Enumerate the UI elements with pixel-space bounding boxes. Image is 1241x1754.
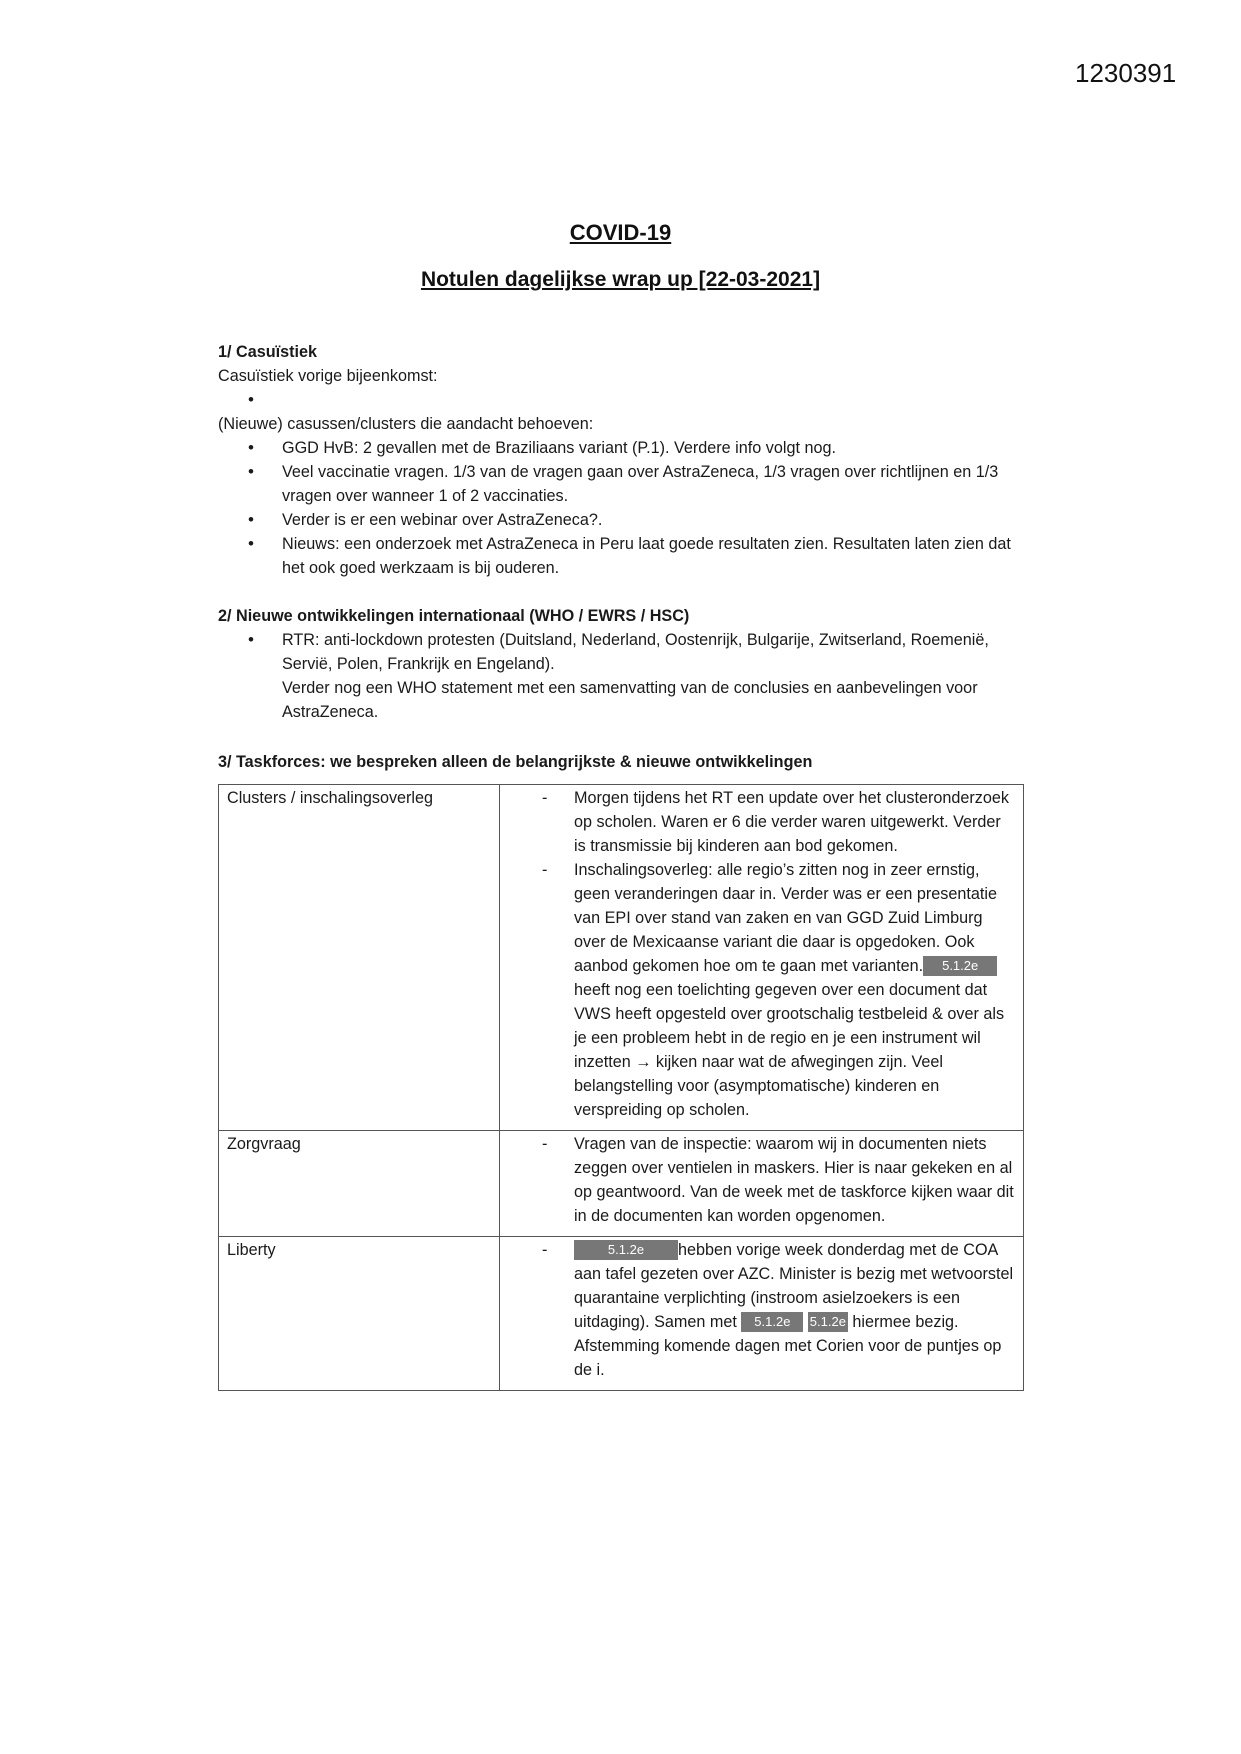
row-content — [500, 1237, 1024, 1391]
text-fragment: hebben vorige week donderdag met de COA aan tafel gezeten over AZC. Minister is bezig met wetvoorstel quarantaine verplichting (instroom asielzoekers is een uitdaging). Samen met — [574, 1241, 1014, 1331]
empty-bullet — [218, 388, 1024, 412]
document-title: COVID-19 — [569, 220, 672, 245]
text-fragment: hiermee bezig. Afstemming komende dagen met Corien voor de puntjes op de i. — [574, 1313, 1002, 1379]
row-label: Clusters / inschalingsoverleg — [219, 785, 500, 1131]
section1-heading: 1/ Casuïstiek — [218, 343, 317, 361]
row-content — [500, 1131, 1024, 1237]
dash-item: - Morgen tijdens het RT een update over het clusteronderzoek op scholen. Waren er 6 die verder waren uitgewerkt. Verder is transmissie bij kinderen aan bod gekomen. — [500, 786, 1015, 858]
redaction-block: 5.1.2e — [808, 1312, 848, 1332]
section1-new-label: (Nieuwe) casussen/clusters die aandacht behoeven: — [218, 415, 594, 433]
row-label: Zorgvraag — [219, 1131, 500, 1237]
dash-item: - Vragen van de inspectie: waarom wij in documenten niets zeggen over ventielen in maskers. Hier is naar gekeken en al op geantwoord. Van de week met de taskforce kijken waar dit in de documenten kan worden opgenomen. — [500, 1132, 1015, 1228]
redaction-block: 5.1.2e — [741, 1312, 803, 1332]
row-label: Liberty — [219, 1237, 500, 1391]
text-fragment: heeft nog een toelichting gegeven over een document dat VWS heeft opgesteld over grootschalig testbeleid & over als je een probleem hebt in de regio en je een instrument wil inzetten — [574, 981, 1005, 1071]
text-fragment: kijken naar wat de afwegingen zijn. Veel belangstelling voor (asymptomatische) kinderen en verspreiding op scholen. — [574, 1053, 943, 1119]
row-content — [500, 785, 1024, 1131]
table-row — [219, 785, 1024, 1131]
section2-heading: 2/ Nieuwe ontwikkelingen internationaal (WHO / EWRS / HSC) — [218, 607, 690, 625]
dash-item — [500, 858, 1015, 1122]
list-item: • Veel vaccinatie vragen. 1/3 van de vragen gaan over AstraZeneca, 1/3 vragen over richtlijnen en 1/3 vragen over wanneer 1 of 2 vaccinaties. — [218, 460, 1024, 508]
list-item: • RTR: anti-lockdown protesten (Duitsland, Nederland, Oostenrijk, Bulgarije, Zwitserland, Roemenië, Servië, Polen, Frankrijk en Engeland). — [218, 628, 1024, 676]
list-item: • Nieuws: een onderzoek met AstraZeneca in Peru laat goede resultaten zien. Resultaten laten zien dat het ook goed werkzaam is bij ouderen. — [218, 532, 1024, 580]
dash-item — [500, 1238, 1015, 1382]
section2-extra: Verder nog een WHO statement met een samenvatting van de conclusies en aanbevelingen voor AstraZeneca. — [282, 679, 978, 721]
taskforce-table — [218, 784, 1024, 1391]
arrow-right-icon: → — [635, 1053, 652, 1071]
redaction-block: 5.1.2e — [923, 956, 997, 976]
list-item: • Verder is er een webinar over AstraZeneca?. — [218, 508, 1024, 532]
section1-prev-label: Casuïstiek vorige bijeenkomst: — [218, 367, 438, 385]
section1-bullet-list — [218, 436, 1024, 580]
section3-heading: 3/ Taskforces: we bespreken alleen de belangrijkste & nieuwe ontwikkelingen — [218, 753, 813, 771]
text-fragment: Inschalingsoverleg: alle regio’s zitten nog in zeer ernstig, geen veranderingen daar in. Verder was er een presentatie van EPI over stand van zaken en van GGD Zuid Limburg over de Mexicaanse variant die daar is opgedoken. Ook aanbod gekomen hoe om te gaan met varianten. — [574, 861, 997, 975]
redaction-block: 5.1.2e — [574, 1240, 678, 1260]
section2-bullet-list — [218, 628, 1024, 676]
document-body — [218, 340, 1024, 1391]
table-row — [219, 1131, 1024, 1237]
document-subtitle: Notulen dagelijkse wrap up [22-03-2021] — [420, 268, 821, 291]
table-row — [219, 1237, 1024, 1391]
section1-prev-list — [218, 388, 1024, 412]
document-number: 1230391 — [1075, 58, 1177, 88]
list-item: • GGD HvB: 2 gevallen met de Braziliaans variant (P.1). Verdere info volgt nog. — [218, 436, 1024, 460]
